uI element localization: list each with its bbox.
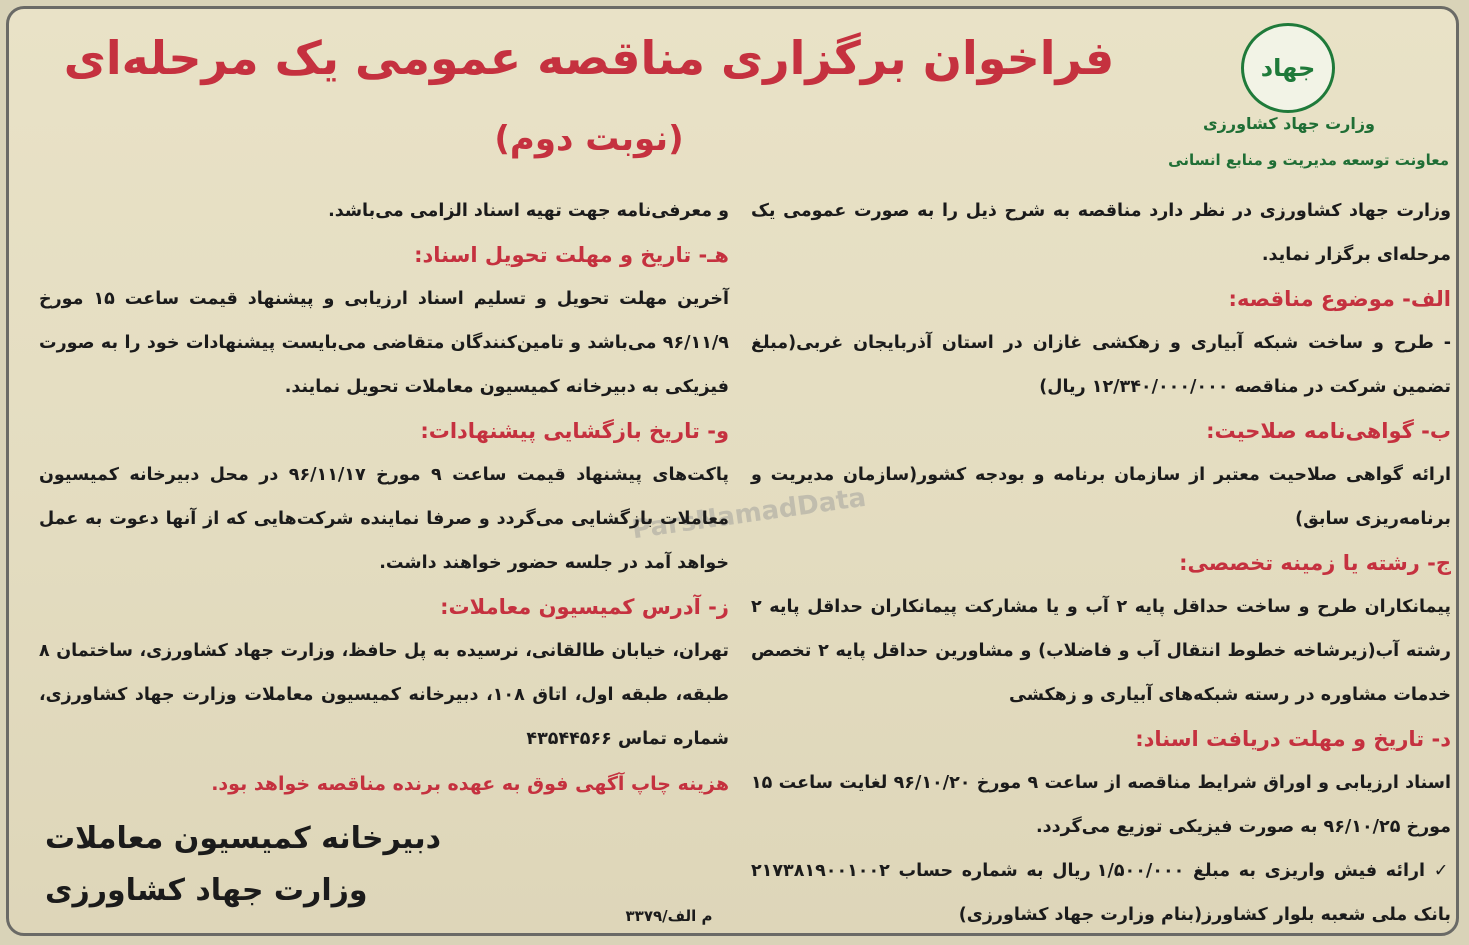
- section-jim-text: پیمانکاران طرح و ساخت حداقل پایه ۲ آب و یا مشارکت پیمانکاران حداقل پایه ۲ رشته آب(زیرشاخه خطوط انتقال آب و فاضلاب) و مشاورین حداقل پایه ۲ تخصص خدمات مشاوره در رسته شبکه‌های آبیاری و زهکشی: [751, 597, 1451, 705]
- section-alef-text: - طرح و ساخت شبکه آبیاری و زهکشی غازان در استان آذربایجان غربی(مبلغ تضمین شرکت در مناقصه ۱۲/۳۴۰/۰۰۰/۰۰۰ ریال): [751, 333, 1451, 397]
- section-dal-payment-text: ✓ ارائه فیش واریزی به مبلغ ۱/۵۰۰/۰۰۰ ریال به شماره حساب ۲۱۷۳۸۱۹۰۰۱۰۰۲ بانک ملی شعبه بلوار کشاورز(بنام وزارت جهاد کشاورزی): [751, 861, 1451, 925]
- signature-line-1: دبیرخانه کمیسیون معاملات: [45, 821, 442, 856]
- intro-text: وزارت جهاد کشاورزی در نظر دارد مناقصه به شرح ذیل را به صورت عمومی یک مرحله‌ای برگزار نماید.: [751, 201, 1451, 265]
- section-dal-text: اسناد ارزیابی و اوراق شرایط مناقصه از ساعت ۹ مورخ ۹۶/۱۰/۲۰ لغایت ساعت ۱۵ مورخ ۹۶/۱۰/۲۵ به صورت فیزیکی توزیع می‌گردد.: [751, 773, 1451, 837]
- section-he-heading: هـ- تاریخ و مهلت تحویل اسناد:: [414, 243, 729, 267]
- reference-code: م الف/۳۳۷۹: [625, 907, 713, 925]
- section-he-text: آخرین مهلت تحویل و تسلیم اسناد ارزیابی و پیشنهاد قیمت ساعت ۱۵ مورخ ۹۶/۱۱/۹ می‌باشد و تامین‌کنندگان متقاضی می‌بایست پیشنهادات خود را به صورت فیزیکی به دبیرخانه کمیسیون معاملات تحویل نمایند.: [39, 289, 729, 397]
- page-title: فراخوان برگزاری مناقصه عمومی یک مرحله‌ای: [63, 31, 1115, 85]
- right-column: [751, 189, 1451, 936]
- cost-note: هزینه چاپ آگهی فوق به عهده برنده مناقصه خواهد بود.: [211, 773, 729, 795]
- section-dal-heading: د- تاریخ و مهلت دریافت اسناد:: [1135, 727, 1451, 751]
- watermark: ParsNamadData: [630, 482, 868, 546]
- section-vav-text: پاکت‌های پیشنهاد قیمت ساعت ۹ مورخ ۹۶/۱۱/۱۷ در محل دبیرخانه کمیسیون معاملات بازگشایی می‌گردد و صرفا نماینده شرکت‌هایی که از آنها دعوت به عمل خواهد آمد در جلسه حضور خواهند داشت.: [39, 465, 729, 573]
- section-ze-heading: ز- آدرس کمیسیون معاملات:: [440, 595, 729, 619]
- page-subtitle: (نوبت دوم): [494, 119, 684, 159]
- section-vav-heading: و- تاریخ بازگشایی پیشنهادات:: [420, 419, 729, 443]
- ministry-name: وزارت جهاد کشاورزی: [1202, 114, 1375, 133]
- left-column: [39, 189, 729, 807]
- continuation-text: و معرفی‌نامه جهت تهیه اسناد الزامی می‌باشد.: [328, 201, 729, 221]
- deputy-name: معاونت توسعه مدیریت و منابع انسانی: [1168, 151, 1449, 169]
- ministry-logo: [1241, 23, 1335, 113]
- section-alef-heading: الف- موضوع مناقصه:: [1228, 287, 1451, 311]
- section-be-heading: ب- گواهی‌نامه صلاحیت:: [1206, 419, 1451, 443]
- section-jim-heading: ج- رشته یا زمینه تخصصی:: [1179, 551, 1451, 575]
- logo-text: جهاد: [1260, 54, 1316, 82]
- signature-line-2: وزارت جهاد کشاورزی: [45, 873, 368, 908]
- advertisement-page: [6, 6, 1459, 936]
- section-be-text: ارائه گواهی صلاحیت معتبر از سازمان برنامه و بودجه کشور(سازمان مدیریت و برنامه‌ریزی سابق): [751, 465, 1451, 529]
- section-ze-text: تهران، خیابان طالقانی، نرسیده به پل حافظ، وزارت جهاد کشاورزی، ساختمان ۸ طبقه، طبقه اول، اتاق ۱۰۸، دبیرخانه کمیسیون معاملات وزارت جهاد کشاورزی، شماره تماس ۴۳۵۴۴۵۶۶: [39, 641, 729, 749]
